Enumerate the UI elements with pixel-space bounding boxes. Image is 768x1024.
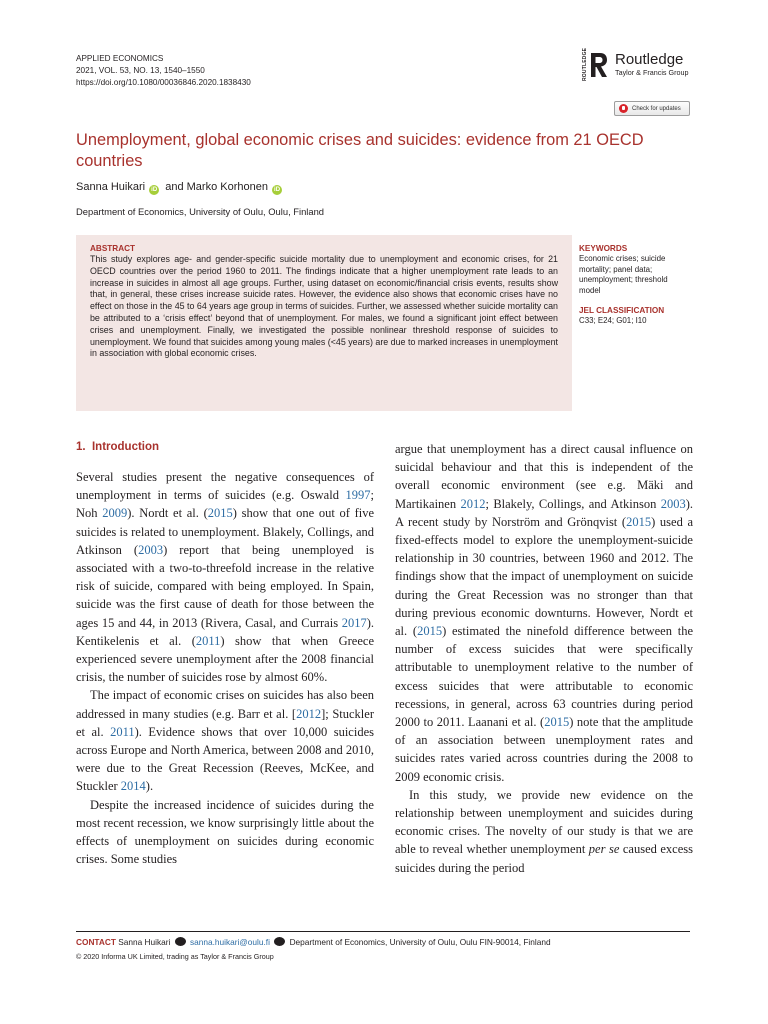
abstract-label: ABSTRACT — [90, 244, 136, 253]
copyright: © 2020 Informa UK Limited, trading as Taylor & Francis Group — [76, 952, 274, 961]
body-paragraph: Despite the increased incidence of suicides during the most recent recession, we know surprisingly little about the effects of unemployment on suicides during economic crises. Some studies — [76, 797, 374, 867]
citation-link[interactable]: 2014 — [120, 779, 146, 794]
body-column-right — [395, 440, 693, 877]
keywords-text: Economic crises; suicide mortality; panel data; unemployment; threshold model — [579, 254, 668, 295]
body-paragraph: argue that unemployment has a direct causal influence on suicidal behaviour and that this is independent of the overall economic environment (see e.g. Mäki and Martikainen 2012; Blakely, Collings, and Atkinson 2003). A recent study by Norström and Grönqvist (2015) used a fixed-effects model to explore the unemployment-suicide relationship in 30 countries, between 1960 and 2012. The findings show that the impact of unemployment on suicide during the Great Recession was no stronger than that during previous economic downturns. However, Nordt et al. (2015) estimated the ninefold difference between the number of excess suicides that were specifically attributable to unemployment relative to the number of excess suicides that were attributable to economic recessions, in general, across 63 countries during period 2000 to 2011. Laanani et al. (2015) note that the amplitude of an association between unemployment rates and suicides rates varied across countries during the 2008 to 2009 economic crisis. — [395, 442, 694, 784]
jel-text: C33; E24; G01; I10 — [579, 316, 647, 326]
author-joiner: and — [165, 181, 184, 193]
footer-rule — [76, 931, 690, 932]
citation-link[interactable]: 2009 — [102, 506, 128, 521]
emphasis: per se — [588, 842, 620, 857]
crossmark-icon — [619, 104, 628, 113]
contact-address: Department of Economics, University of Oulu, Oulu FIN-90014, Finland — [289, 937, 551, 947]
citation-link[interactable]: 2017 — [341, 615, 367, 630]
citation-link[interactable]: 2011 — [110, 724, 135, 739]
keywords-panel — [579, 243, 689, 327]
publisher-side-word: ROUTLEDGE — [582, 47, 588, 81]
abstract-box — [76, 235, 572, 411]
contact-email[interactable]: sanna.huikari@oulu.fi — [190, 937, 270, 947]
contact-name: Sanna Huikari — [118, 937, 171, 947]
address-icon — [274, 937, 285, 946]
author-huikari[interactable]: Sanna Huikari — [76, 181, 146, 193]
author-list — [76, 180, 285, 195]
citation-link[interactable]: 2003 — [138, 542, 164, 557]
body-paragraph: Several studies present the negative consequences of unemployment in terms of suicides (e.g. Oswald 1997; Noh 2009). Nordt et al. (2015) show that one out of five suicides is related to unemployment. Blakely, Collings, and Atkinson (2003) report that being unemployed is associated with a two-to-threefold increase in the relative risk of suicide, compared with being employed. In Spain, suicide was the first cause of death for those between the ages 15 and 44, in 2013 (Rivera, Casal, and Currais 2017). Kentikelenis et al. (2011) show that when Greece experienced severe unemployment after the 2008 financial crisis, the number of suicides rose by almost 60%. — [76, 470, 375, 685]
publisher-logo — [582, 47, 689, 81]
citation-link[interactable]: 2012 — [460, 496, 486, 511]
email-icon — [175, 937, 186, 946]
jel-label: JEL CLASSIFICATION — [579, 306, 665, 316]
check-for-updates-label: Check for updates — [632, 105, 681, 112]
section-number: 1. — [76, 441, 86, 453]
article-title: Unemployment, global economic crises and suicides: evidence from 21 OECD countries — [76, 131, 644, 170]
publisher-name: Routledge — [615, 51, 684, 68]
citation-link[interactable]: 2003 — [660, 496, 686, 511]
journal-doi[interactable]: https://doi.org/10.1080/00036846.2020.1838430 — [76, 78, 251, 87]
orcid-icon[interactable]: iD — [151, 187, 158, 193]
contact-line — [76, 937, 551, 948]
journal-volume: 2021, VOL. 53, NO. 13, 1540–1550 — [76, 66, 205, 75]
body-paragraph: In this study, we provide new evidence on the relationship between unemployment and suicides during economic crises. The novelty of our study is that we are able to reveal whether unemployment per se caused excess suicides during the period — [395, 787, 693, 875]
keywords-label: KEYWORDS — [579, 244, 628, 253]
citation-link[interactable]: 1997 — [345, 488, 371, 503]
check-for-updates-button[interactable] — [614, 101, 690, 116]
citation-link[interactable]: 2011 — [195, 633, 221, 648]
journal-name: APPLIED ECONOMICS — [76, 54, 164, 63]
right-paragraphs — [395, 440, 693, 877]
abstract-text: This study explores age- and gender-specific suicide mortality due to unemployment and economic crises, for 21 OECD countries over the period 1960 to 2011. The findings indicate that a higher unemployment rate leads to an increase in suicides in almost all age groups. Further, using dataset on economic/financial crisis events, results show that, in general, these crises increase suicide rates. However, the evidence also shows that economic crises have no effect on those in the 45 to 64 years age group in terms of suicides. Further, we assessed whether suicide mortality can be attributed to a ‘crisis effect’ beyond that of unemployment. For males, we found a significant joint effect between crises and unemployment. Finally, we investigated the possible nonlinear threshold response of suicides to unemployment. We found that suicides among young males (<45 years) are due to marked increases in unemployment in association with global economic crises. — [90, 254, 558, 359]
citation-link[interactable]: 2015 — [207, 506, 233, 521]
affiliation: Department of Economics, University of Oulu, Oulu, Finland — [76, 206, 325, 217]
orcid-icon[interactable]: iD — [274, 187, 281, 193]
section-heading — [76, 440, 374, 454]
author-korhonen[interactable]: Marko Korhonen — [186, 181, 268, 193]
left-paragraphs — [76, 468, 374, 868]
section-title: Introduction — [91, 441, 160, 453]
routledge-r-icon — [589, 51, 609, 79]
publisher-group: Taylor & Francis Group — [615, 68, 689, 77]
journal-info — [76, 53, 251, 89]
citation-link[interactable]: 2012 — [296, 706, 322, 721]
contact-label: CONTACT — [76, 937, 116, 947]
body-paragraph: The impact of economic crises on suicides has also been addressed in many studies (e.g. Barr et al. [2012]; Stuckler et al. 2011). Evidence shows that over 10,000 suicides across Europe and North America, between 2008 and 2010, were due to the Great Recession (Reeves, McKee, and Stuckler 2014). — [76, 688, 374, 794]
citation-link[interactable]: 2015 — [417, 624, 443, 639]
citation-link[interactable]: 2015 — [544, 715, 570, 730]
body-column-left — [76, 440, 374, 868]
citation-link[interactable]: 2015 — [626, 514, 652, 529]
